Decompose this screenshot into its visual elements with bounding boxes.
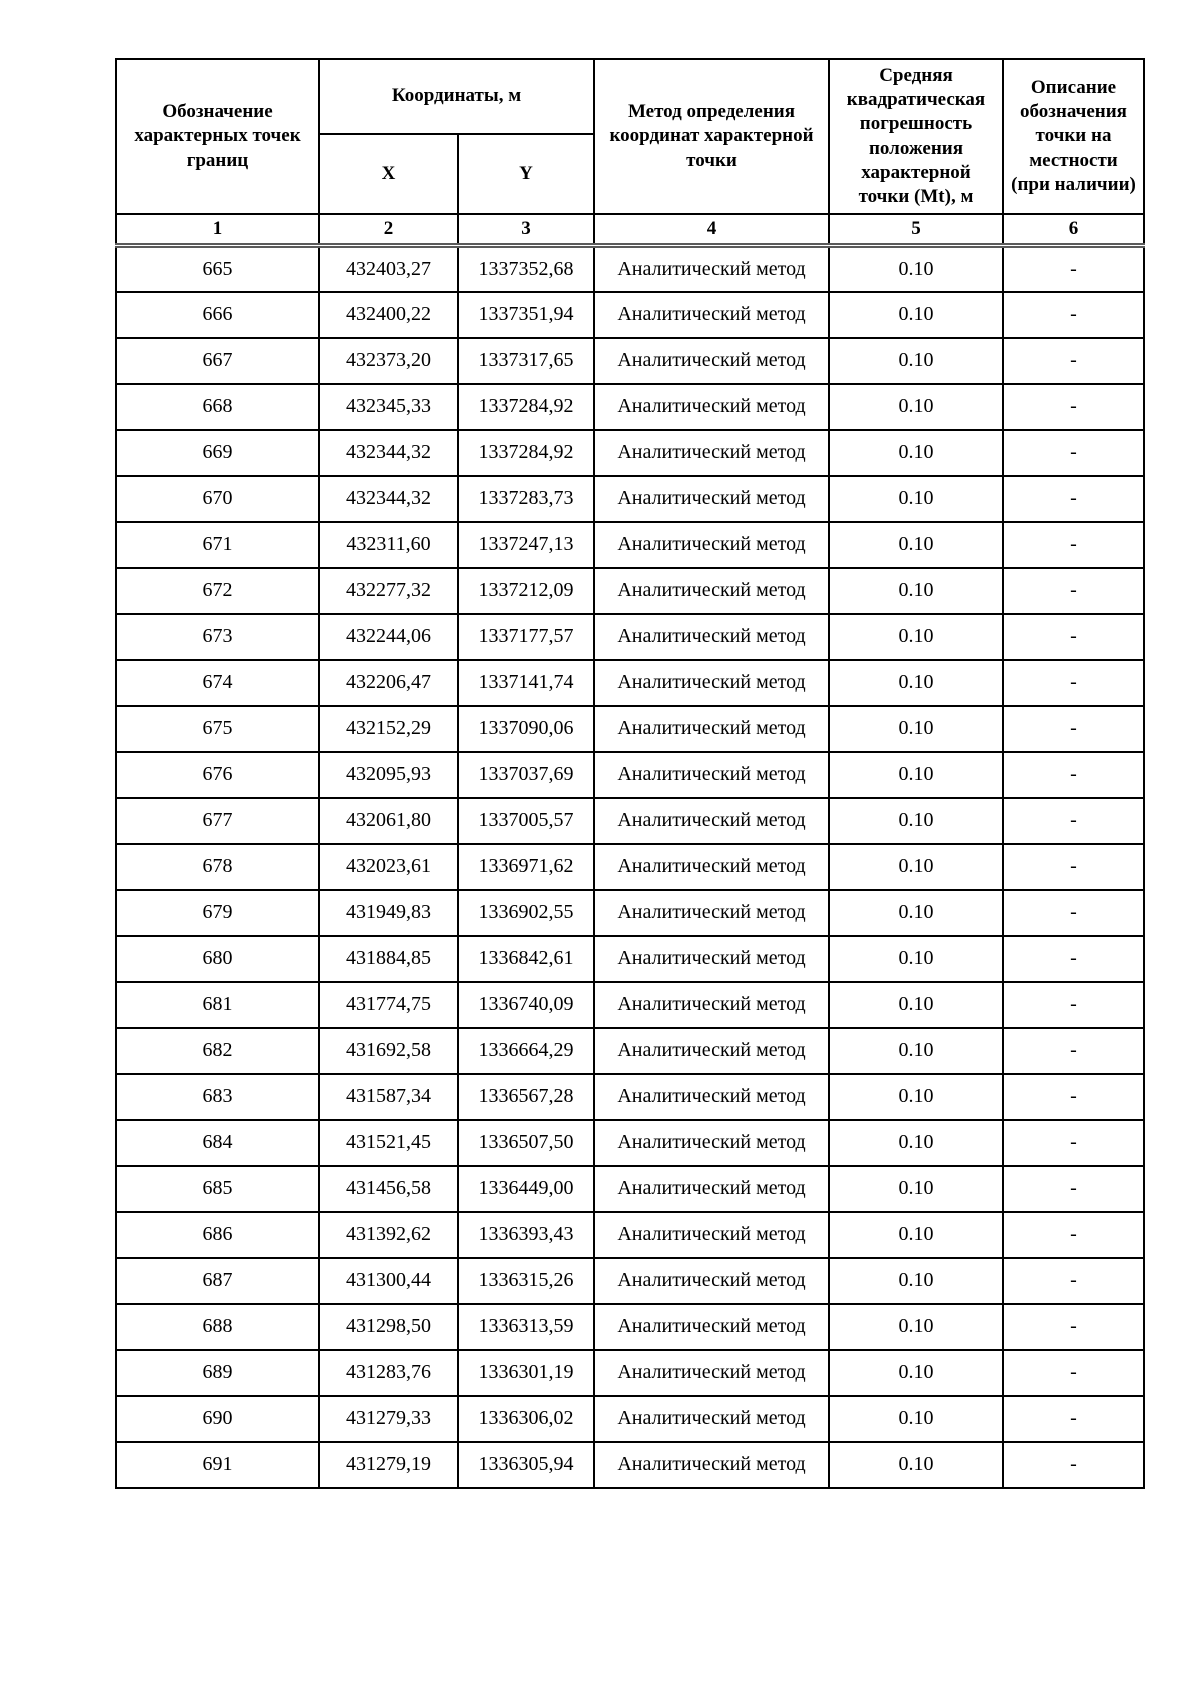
cell-method: Аналитический метод xyxy=(594,844,829,890)
cell-method: Аналитический метод xyxy=(594,660,829,706)
cell-y-coordinate: 1336313,59 xyxy=(458,1304,594,1350)
cell-y-coordinate: 1337141,74 xyxy=(458,660,594,706)
cell-x-coordinate: 432061,80 xyxy=(319,798,458,844)
cell-point-number: 680 xyxy=(116,936,319,982)
cell-x-coordinate: 432400,22 xyxy=(319,292,458,338)
table-row xyxy=(116,982,1144,1028)
cell-error: 0.10 xyxy=(829,338,1003,384)
cell-point-number: 667 xyxy=(116,338,319,384)
cell-x-coordinate: 431392,62 xyxy=(319,1212,458,1258)
cell-y-coordinate: 1336305,94 xyxy=(458,1442,594,1488)
cell-x-coordinate: 431692,58 xyxy=(319,1028,458,1074)
cell-method: Аналитический метод xyxy=(594,1212,829,1258)
cell-point-number: 686 xyxy=(116,1212,319,1258)
cell-y-coordinate: 1336664,29 xyxy=(458,1028,594,1074)
column-number-6: 6 xyxy=(1003,214,1144,246)
cell-method: Аналитический метод xyxy=(594,1304,829,1350)
table-row xyxy=(116,476,1144,522)
cell-description: - xyxy=(1003,1350,1144,1396)
cell-method: Аналитический метод xyxy=(594,384,829,430)
cell-error: 0.10 xyxy=(829,614,1003,660)
cell-description: - xyxy=(1003,706,1144,752)
column-number-1: 1 xyxy=(116,214,319,246)
cell-description: - xyxy=(1003,1074,1144,1120)
cell-y-coordinate: 1337090,06 xyxy=(458,706,594,752)
cell-error: 0.10 xyxy=(829,1212,1003,1258)
cell-method: Аналитический метод xyxy=(594,890,829,936)
table-row xyxy=(116,1304,1144,1350)
cell-point-number: 674 xyxy=(116,660,319,706)
cell-method: Аналитический метод xyxy=(594,1442,829,1488)
cell-x-coordinate: 432403,27 xyxy=(319,246,458,292)
cell-error: 0.10 xyxy=(829,706,1003,752)
cell-description: - xyxy=(1003,1212,1144,1258)
cell-point-number: 673 xyxy=(116,614,319,660)
cell-y-coordinate: 1337351,94 xyxy=(458,292,594,338)
cell-error: 0.10 xyxy=(829,246,1003,292)
cell-method: Аналитический метод xyxy=(594,246,829,292)
cell-description: - xyxy=(1003,522,1144,568)
header-description: Описание обозначения точки на местности (при наличии) xyxy=(1003,59,1144,214)
cell-x-coordinate: 431283,76 xyxy=(319,1350,458,1396)
cell-description: - xyxy=(1003,292,1144,338)
table-row xyxy=(116,338,1144,384)
cell-x-coordinate: 431521,45 xyxy=(319,1120,458,1166)
cell-x-coordinate: 431279,19 xyxy=(319,1442,458,1488)
cell-description: - xyxy=(1003,568,1144,614)
cell-description: - xyxy=(1003,1396,1144,1442)
table-row xyxy=(116,936,1144,982)
cell-x-coordinate: 431300,44 xyxy=(319,1258,458,1304)
cell-point-number: 689 xyxy=(116,1350,319,1396)
column-number-3: 3 xyxy=(458,214,594,246)
table-row xyxy=(116,1258,1144,1304)
cell-description: - xyxy=(1003,338,1144,384)
cell-x-coordinate: 431298,50 xyxy=(319,1304,458,1350)
cell-y-coordinate: 1336842,61 xyxy=(458,936,594,982)
cell-y-coordinate: 1336507,50 xyxy=(458,1120,594,1166)
cell-y-coordinate: 1337283,73 xyxy=(458,476,594,522)
cell-y-coordinate: 1336449,00 xyxy=(458,1166,594,1212)
cell-error: 0.10 xyxy=(829,844,1003,890)
cell-point-number: 668 xyxy=(116,384,319,430)
cell-x-coordinate: 432345,33 xyxy=(319,384,458,430)
table-header xyxy=(116,59,1144,246)
column-number-4: 4 xyxy=(594,214,829,246)
cell-method: Аналитический метод xyxy=(594,798,829,844)
cell-method: Аналитический метод xyxy=(594,614,829,660)
table-row xyxy=(116,1350,1144,1396)
cell-y-coordinate: 1337247,13 xyxy=(458,522,594,568)
cell-error: 0.10 xyxy=(829,982,1003,1028)
table-row xyxy=(116,430,1144,476)
cell-y-coordinate: 1337212,09 xyxy=(458,568,594,614)
cell-point-number: 666 xyxy=(116,292,319,338)
cell-method: Аналитический метод xyxy=(594,1350,829,1396)
cell-x-coordinate: 431456,58 xyxy=(319,1166,458,1212)
table-row xyxy=(116,660,1144,706)
cell-error: 0.10 xyxy=(829,476,1003,522)
table-row xyxy=(116,1120,1144,1166)
cell-x-coordinate: 432206,47 xyxy=(319,660,458,706)
cell-point-number: 671 xyxy=(116,522,319,568)
cell-x-coordinate: 432152,29 xyxy=(319,706,458,752)
header-y: Y xyxy=(458,134,594,214)
cell-error: 0.10 xyxy=(829,1166,1003,1212)
header-error: Средняя квадратическая погрешность положения характерной точки (Mt), м xyxy=(829,59,1003,214)
table-row xyxy=(116,706,1144,752)
cell-point-number: 675 xyxy=(116,706,319,752)
cell-error: 0.10 xyxy=(829,522,1003,568)
cell-y-coordinate: 1336301,19 xyxy=(458,1350,594,1396)
cell-method: Аналитический метод xyxy=(594,706,829,752)
cell-x-coordinate: 432373,20 xyxy=(319,338,458,384)
cell-error: 0.10 xyxy=(829,1258,1003,1304)
column-numbering-row xyxy=(116,214,1144,246)
cell-point-number: 687 xyxy=(116,1258,319,1304)
cell-point-number: 691 xyxy=(116,1442,319,1488)
cell-error: 0.10 xyxy=(829,660,1003,706)
table-row xyxy=(116,1028,1144,1074)
header-point-designation: Обозначение характерных точек границ xyxy=(116,59,319,214)
cell-error: 0.10 xyxy=(829,384,1003,430)
cell-method: Аналитический метод xyxy=(594,292,829,338)
cell-description: - xyxy=(1003,982,1144,1028)
cell-y-coordinate: 1336315,26 xyxy=(458,1258,594,1304)
cell-method: Аналитический метод xyxy=(594,1166,829,1212)
cell-point-number: 684 xyxy=(116,1120,319,1166)
cell-x-coordinate: 431949,83 xyxy=(319,890,458,936)
header-x: X xyxy=(319,134,458,214)
cell-point-number: 688 xyxy=(116,1304,319,1350)
cell-description: - xyxy=(1003,1120,1144,1166)
cell-x-coordinate: 431587,34 xyxy=(319,1074,458,1120)
cell-y-coordinate: 1336902,55 xyxy=(458,890,594,936)
cell-method: Аналитический метод xyxy=(594,1074,829,1120)
cell-error: 0.10 xyxy=(829,1442,1003,1488)
cell-point-number: 678 xyxy=(116,844,319,890)
cell-error: 0.10 xyxy=(829,798,1003,844)
cell-y-coordinate: 1336740,09 xyxy=(458,982,594,1028)
cell-description: - xyxy=(1003,936,1144,982)
cell-y-coordinate: 1337177,57 xyxy=(458,614,594,660)
cell-y-coordinate: 1336567,28 xyxy=(458,1074,594,1120)
cell-description: - xyxy=(1003,1028,1144,1074)
cell-description: - xyxy=(1003,430,1144,476)
cell-method: Аналитический метод xyxy=(594,522,829,568)
cell-description: - xyxy=(1003,246,1144,292)
cell-method: Аналитический метод xyxy=(594,1028,829,1074)
cell-x-coordinate: 432023,61 xyxy=(319,844,458,890)
cell-point-number: 681 xyxy=(116,982,319,1028)
cell-error: 0.10 xyxy=(829,430,1003,476)
table-row xyxy=(116,292,1144,338)
table-row xyxy=(116,798,1144,844)
cell-description: - xyxy=(1003,890,1144,936)
cell-error: 0.10 xyxy=(829,752,1003,798)
coordinates-table xyxy=(115,58,1145,1489)
cell-point-number: 676 xyxy=(116,752,319,798)
table-row xyxy=(116,1166,1144,1212)
cell-error: 0.10 xyxy=(829,292,1003,338)
cell-x-coordinate: 431279,33 xyxy=(319,1396,458,1442)
cell-method: Аналитический метод xyxy=(594,568,829,614)
cell-description: - xyxy=(1003,660,1144,706)
cell-y-coordinate: 1337005,57 xyxy=(458,798,594,844)
cell-x-coordinate: 432311,60 xyxy=(319,522,458,568)
cell-description: - xyxy=(1003,1166,1144,1212)
cell-description: - xyxy=(1003,614,1144,660)
cell-description: - xyxy=(1003,476,1144,522)
cell-x-coordinate: 432277,32 xyxy=(319,568,458,614)
table-row xyxy=(116,246,1144,292)
cell-error: 0.10 xyxy=(829,1396,1003,1442)
cell-error: 0.10 xyxy=(829,568,1003,614)
cell-description: - xyxy=(1003,844,1144,890)
header-coordinates-group: Координаты, м xyxy=(319,59,594,134)
cell-method: Аналитический метод xyxy=(594,1258,829,1304)
table-row xyxy=(116,1212,1144,1258)
table-body xyxy=(116,246,1144,1488)
cell-method: Аналитический метод xyxy=(594,752,829,798)
cell-x-coordinate: 432344,32 xyxy=(319,476,458,522)
cell-y-coordinate: 1337284,92 xyxy=(458,430,594,476)
cell-x-coordinate: 431774,75 xyxy=(319,982,458,1028)
cell-y-coordinate: 1337317,65 xyxy=(458,338,594,384)
cell-x-coordinate: 432344,32 xyxy=(319,430,458,476)
cell-point-number: 670 xyxy=(116,476,319,522)
cell-method: Аналитический метод xyxy=(594,476,829,522)
cell-error: 0.10 xyxy=(829,936,1003,982)
cell-error: 0.10 xyxy=(829,1120,1003,1166)
cell-method: Аналитический метод xyxy=(594,936,829,982)
cell-error: 0.10 xyxy=(829,1304,1003,1350)
table-row xyxy=(116,522,1144,568)
cell-point-number: 690 xyxy=(116,1396,319,1442)
cell-method: Аналитический метод xyxy=(594,338,829,384)
table-row xyxy=(116,614,1144,660)
cell-point-number: 669 xyxy=(116,430,319,476)
cell-description: - xyxy=(1003,798,1144,844)
table-row xyxy=(116,568,1144,614)
cell-error: 0.10 xyxy=(829,1350,1003,1396)
cell-description: - xyxy=(1003,384,1144,430)
table-row xyxy=(116,1074,1144,1120)
cell-description: - xyxy=(1003,1442,1144,1488)
cell-description: - xyxy=(1003,1258,1144,1304)
cell-method: Аналитический метод xyxy=(594,1396,829,1442)
cell-point-number: 682 xyxy=(116,1028,319,1074)
cell-point-number: 665 xyxy=(116,246,319,292)
column-number-5: 5 xyxy=(829,214,1003,246)
table-row xyxy=(116,752,1144,798)
cell-point-number: 685 xyxy=(116,1166,319,1212)
cell-point-number: 677 xyxy=(116,798,319,844)
cell-method: Аналитический метод xyxy=(594,982,829,1028)
table-row xyxy=(116,890,1144,936)
cell-y-coordinate: 1336971,62 xyxy=(458,844,594,890)
cell-error: 0.10 xyxy=(829,1028,1003,1074)
cell-point-number: 672 xyxy=(116,568,319,614)
cell-error: 0.10 xyxy=(829,1074,1003,1120)
cell-method: Аналитический метод xyxy=(594,430,829,476)
cell-description: - xyxy=(1003,752,1144,798)
table-row xyxy=(116,1442,1144,1488)
table-row xyxy=(116,384,1144,430)
cell-y-coordinate: 1337352,68 xyxy=(458,246,594,292)
cell-x-coordinate: 432244,06 xyxy=(319,614,458,660)
table-row xyxy=(116,844,1144,890)
cell-y-coordinate: 1337284,92 xyxy=(458,384,594,430)
cell-y-coordinate: 1337037,69 xyxy=(458,752,594,798)
cell-y-coordinate: 1336306,02 xyxy=(458,1396,594,1442)
cell-error: 0.10 xyxy=(829,890,1003,936)
cell-method: Аналитический метод xyxy=(594,1120,829,1166)
cell-y-coordinate: 1336393,43 xyxy=(458,1212,594,1258)
table-row xyxy=(116,1396,1144,1442)
column-number-2: 2 xyxy=(319,214,458,246)
cell-point-number: 679 xyxy=(116,890,319,936)
cell-x-coordinate: 432095,93 xyxy=(319,752,458,798)
header-method: Метод определения координат характерной точки xyxy=(594,59,829,214)
cell-x-coordinate: 431884,85 xyxy=(319,936,458,982)
cell-point-number: 683 xyxy=(116,1074,319,1120)
cell-description: - xyxy=(1003,1304,1144,1350)
